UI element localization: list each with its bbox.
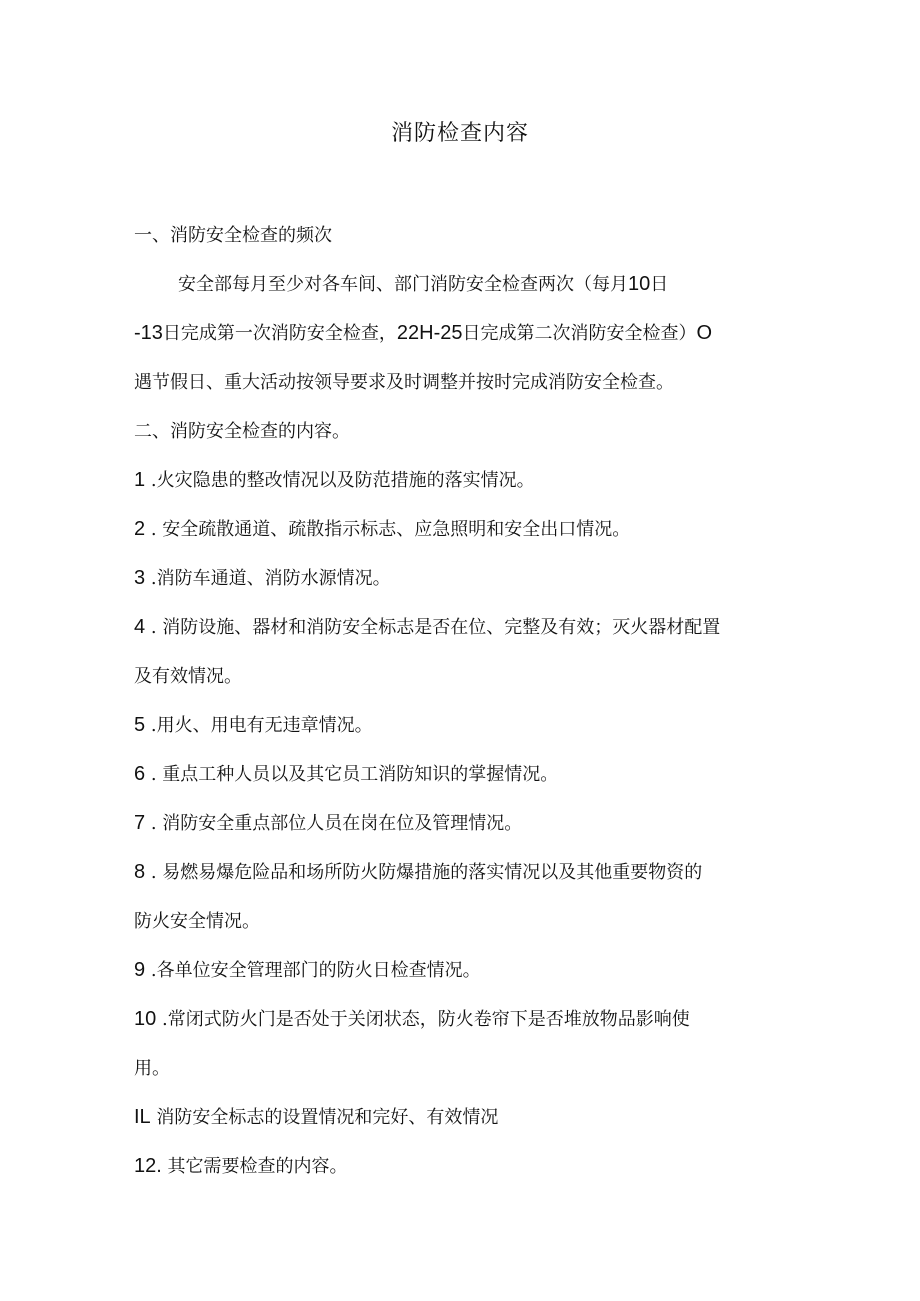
paragraph-line: -13日完成第一次消防安全检查，22H-25日完成第二次消防安全检查）O bbox=[134, 322, 713, 344]
list-item-continuation: 及有效情况。 bbox=[134, 666, 242, 687]
section-heading-content: 二、消防安全检查的内容。 bbox=[134, 421, 350, 442]
paragraph-line: 遇节假日、重大活动按领导要求及时调整并按时完成消防安全检查。 bbox=[134, 372, 674, 393]
section-heading-frequency: 一、消防安全检查的频次 bbox=[134, 225, 332, 246]
document-title: 消防检查内容 bbox=[390, 121, 529, 146]
list-item: 12. 其它需要检查的内容。 bbox=[134, 1155, 348, 1177]
list-item: 4 . 消防设施、器材和消防安全标志是否在位、完整及有效；灭火器材配置 bbox=[134, 616, 721, 638]
list-item: IL 消防安全标志的设置情况和完好、有效情况 bbox=[134, 1106, 499, 1128]
document-body bbox=[134, 211, 794, 1191]
list-item: 3 .消防车通道、消防水源情况。 bbox=[134, 567, 391, 589]
list-item: 2 . 安全疏散通道、疏散指示标志、应急照明和安全出口情况。 bbox=[134, 518, 631, 540]
list-item: 9 .各单位安全管理部门的防火日检查情况。 bbox=[134, 959, 481, 981]
list-item: 10 .常闭式防火门是否处于关闭状态，防火卷帘下是否堆放物品影响使 bbox=[134, 1008, 690, 1030]
list-item: 1 .火灾隐患的整改情况以及防范措施的落实情况。 bbox=[134, 469, 535, 491]
list-item-continuation: 防火安全情况。 bbox=[134, 911, 260, 932]
list-item-continuation: 用。 bbox=[134, 1058, 170, 1079]
list-item: 6 . 重点工种人员以及其它员工消防知识的掌握情况。 bbox=[134, 763, 559, 785]
list-item: 8 . 易燃易爆危险品和场所防火防爆措施的落实情况以及其他重要物资的 bbox=[134, 861, 703, 883]
paragraph-line: 安全部每月至少对各车间、部门消防安全检查两次（每月10日 bbox=[178, 273, 669, 295]
list-item: 7 . 消防安全重点部位人员在岗在位及管理情况。 bbox=[134, 812, 523, 834]
list-item: 5 .用火、用电有无违章情况。 bbox=[134, 714, 373, 736]
